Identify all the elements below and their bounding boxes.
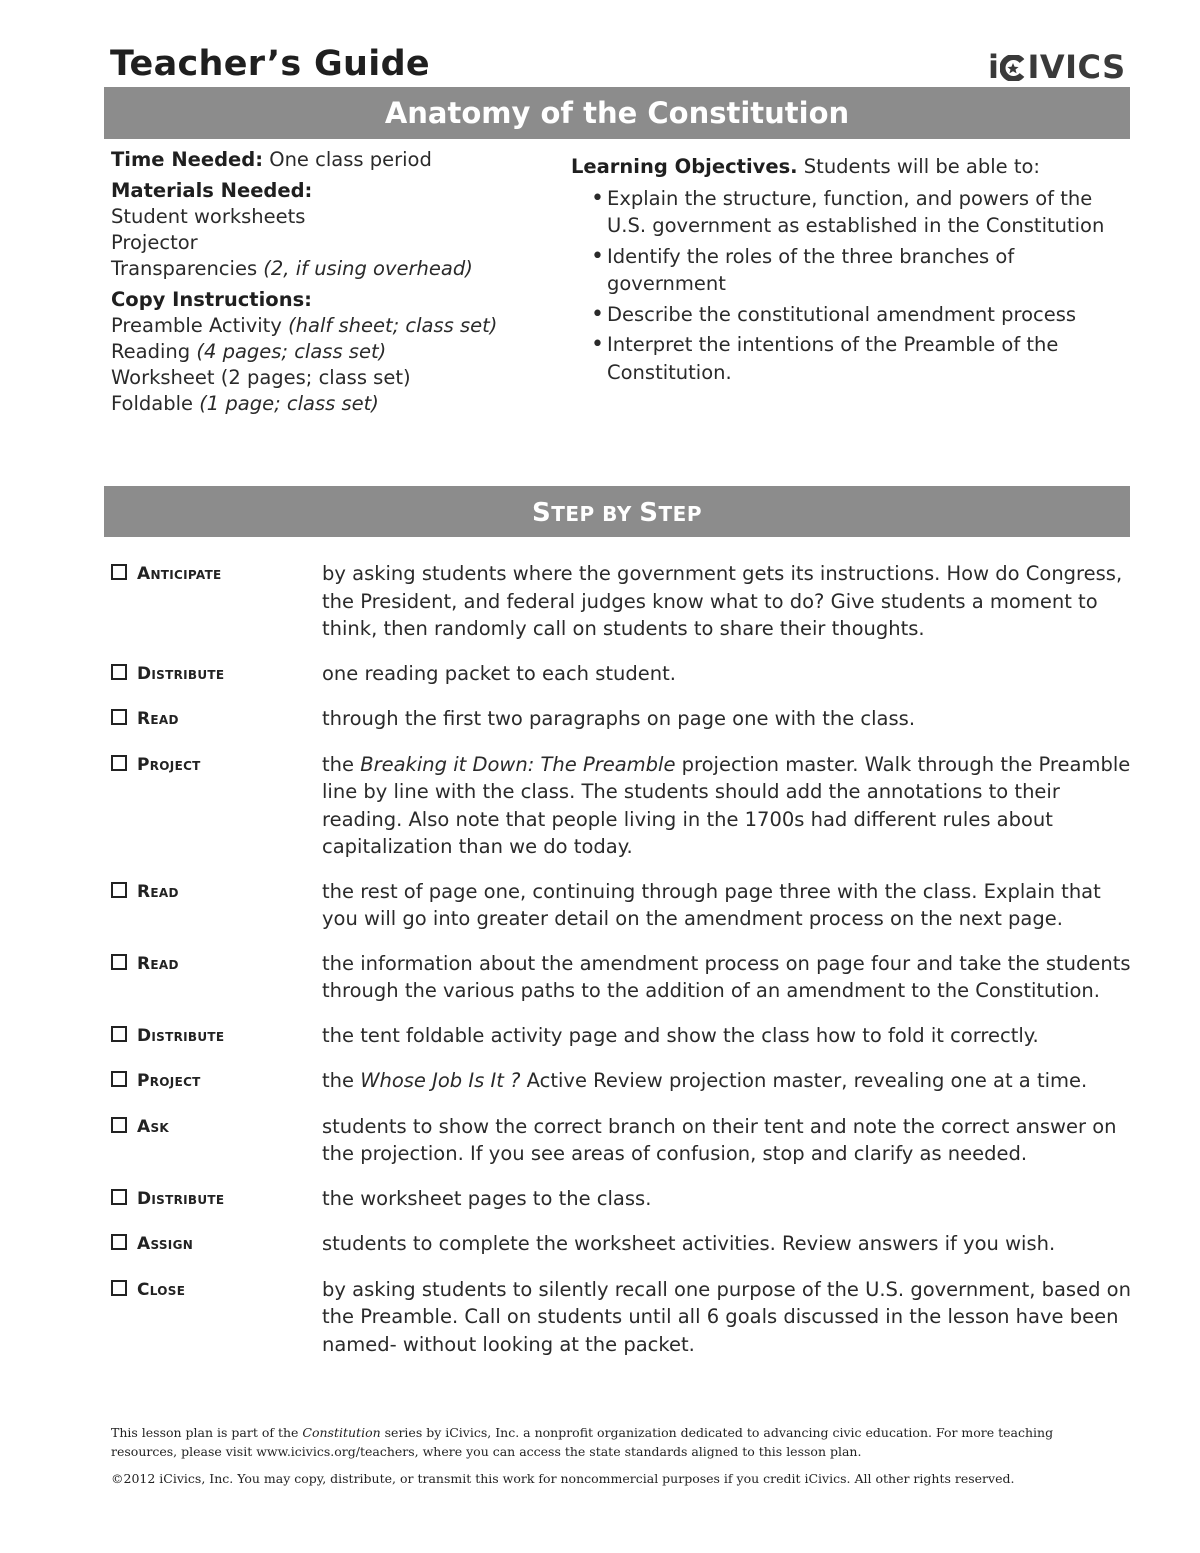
step-verb-label: Read — [137, 881, 179, 902]
icivics-logo — [988, 48, 1126, 86]
step-verb — [111, 660, 322, 689]
checkbox-icon[interactable] — [111, 755, 127, 771]
material-item: Projector — [111, 231, 198, 254]
step-verb — [111, 1276, 322, 1305]
step-item — [111, 1022, 1131, 1051]
step-verb — [111, 1185, 322, 1214]
material-item — [111, 256, 551, 282]
step-by-step-bar — [104, 486, 1130, 537]
step-item — [111, 950, 1131, 1005]
time-needed-label: Time Needed: — [111, 148, 264, 171]
step-verb-label: Read — [137, 953, 179, 974]
step-item — [111, 1067, 1131, 1096]
copy-item — [111, 391, 551, 417]
step-item — [111, 1185, 1131, 1214]
objectives-label: Learning Objectives. — [571, 155, 798, 178]
footer-about-pre: This lesson plan is part of the — [111, 1425, 303, 1440]
objectives-list — [571, 185, 1111, 387]
logo-text-ivics: IVICS — [1027, 48, 1126, 86]
step-desc: by asking students to silently recall one purpose of the U.S. government, based on the Preamble. Call on students until all 6 goals discussed in the lesson have been named- without looking at the packet. — [322, 1277, 1131, 1356]
checkbox-icon[interactable] — [111, 1117, 127, 1133]
copy-item-note: (1 page; class set) — [199, 392, 379, 415]
step-verb — [111, 1113, 322, 1142]
lesson-title-bar — [104, 87, 1130, 139]
objective-item: • Interpret the intentions of the Preamble of the Constitution. — [571, 331, 1111, 386]
objective-item: • Explain the structure, function, and powers of the U.S. government as established in the Constitution — [571, 185, 1111, 240]
copy-item-name: Preamble Activity — [111, 314, 289, 337]
step-verb — [111, 1230, 322, 1259]
logo-text-i: i — [988, 48, 1000, 86]
step-verb-label: Project — [137, 754, 201, 775]
copy-item-note: (half sheet; class set) — [288, 314, 498, 337]
step-desc-title: Breaking it Down: The Preamble — [360, 752, 676, 776]
footer-copyright: ©2012 iCivics, Inc. You may copy, distribute, or transmit this work for noncommercial purposes if you credit iCivics. All other rights reserved. — [111, 1471, 1015, 1486]
copy-item — [111, 313, 551, 339]
step-desc — [322, 1067, 1131, 1095]
objectives-heading — [571, 153, 1111, 181]
page-title: Teacher’s Guide — [110, 44, 430, 84]
copy-item-note: (4 pages; class set) — [196, 340, 387, 363]
step-desc: the tent foldable activity page and show the class how to fold it correctly. — [322, 1023, 1039, 1047]
step-desc — [322, 751, 1131, 861]
step-desc: students to complete the worksheet activities. Review answers if you wish. — [322, 1232, 1056, 1255]
step-verb — [111, 751, 322, 780]
step-verb-label: Read — [137, 709, 179, 729]
step-desc: one reading packet to each student. — [322, 661, 676, 685]
checkbox-icon[interactable] — [111, 709, 127, 725]
step-verb-label: Close — [137, 1279, 186, 1300]
copy-item — [111, 365, 551, 391]
step-verb — [111, 560, 322, 589]
checkbox-icon[interactable] — [111, 882, 127, 898]
step-verb — [111, 950, 322, 979]
checkbox-icon[interactable] — [111, 1189, 127, 1205]
step-item — [111, 1276, 1131, 1359]
lesson-details — [111, 147, 551, 417]
checkbox-icon[interactable] — [111, 564, 127, 580]
step-desc: students to show the correct branch on their tent and note the correct answer on the projection. If you see areas of confusion, stop and clarify as needed. — [322, 1114, 1117, 1165]
steps-list — [111, 560, 1131, 1375]
step-desc: the worksheet pages to the class. — [322, 1186, 652, 1210]
step-item — [111, 1230, 1131, 1259]
step-desc-title: Whose Job Is It ? — [360, 1069, 521, 1092]
checkbox-icon[interactable] — [111, 1026, 127, 1042]
step-desc: through the first two paragraphs on page one with the class. — [322, 707, 916, 730]
material-name: Transparencies — [111, 257, 264, 280]
step-verb-label: Distribute — [137, 1025, 225, 1046]
copy-item-name: Worksheet (2 pages; class set) — [111, 366, 411, 389]
objective-item: • Identify the roles of the three branches of government — [571, 243, 1111, 298]
step-verb-label: Project — [137, 1071, 201, 1091]
step-verb — [111, 878, 322, 907]
lesson-title: Anatomy of the Constitution — [384, 96, 850, 130]
step-verb-label: Assign — [137, 1234, 194, 1254]
objective-item: • Describe the constitutional amendment process — [571, 301, 1111, 329]
material-note: (2, if using overhead) — [263, 257, 473, 280]
step-item — [111, 878, 1131, 933]
step-verb-label: Distribute — [137, 663, 225, 684]
checkbox-icon[interactable] — [111, 664, 127, 680]
footer — [111, 1423, 1101, 1488]
checkbox-icon[interactable] — [111, 1071, 127, 1087]
step-desc-pre: the — [322, 1069, 361, 1092]
material-item: Student worksheets — [111, 205, 306, 228]
learning-objectives — [571, 153, 1111, 389]
star-c-icon — [1000, 55, 1026, 81]
step-verb — [111, 1067, 322, 1096]
footer-about-post: series by iCivics, Inc. a nonprofit organization dedicated to advancing civic education. For more teaching resources, please visit www.icivics.org/teachers, where you can access the state standards aligned to this lesson plan. — [111, 1425, 1054, 1459]
step-item — [111, 1113, 1131, 1168]
copy-item — [111, 339, 551, 365]
step-desc-text: Active Review projection master, revealing one at a time. — [520, 1069, 1088, 1092]
step-item — [111, 751, 1131, 861]
checkbox-icon[interactable] — [111, 1280, 127, 1296]
copy-item-name: Foldable — [111, 392, 200, 415]
step-item — [111, 660, 1131, 689]
footer-about — [111, 1423, 1101, 1461]
time-needed — [111, 147, 551, 173]
step-desc: the information about the amendment process on page four and take the students through the various paths to the addition of an amendment to the Constitution. — [322, 951, 1131, 1002]
time-needed-value: One class period — [263, 148, 432, 171]
step-bar-cap: S — [639, 498, 659, 528]
step-bar-word: TEP — [658, 502, 702, 526]
checkbox-icon[interactable] — [111, 1234, 127, 1250]
step-desc: the rest of page one, continuing through page three with the class. Explain that you will go into greater detail on the amendment process on the next page. — [322, 879, 1101, 930]
copy-instructions-label: Copy Instructions: — [111, 288, 312, 311]
step-bar-cap: S — [532, 498, 552, 528]
footer-series-name: Constitution — [302, 1425, 381, 1440]
copy-item-name: Reading — [111, 340, 197, 363]
step-desc: by asking students where the government gets its instructions. How do Congress, the President, and federal judges know what to do? Give students a moment to think, then randomly call on students to share their thoughts. — [322, 562, 1123, 640]
step-bar-word: TEP BY — [551, 502, 640, 526]
objectives-intro: Students will be able to: — [797, 155, 1040, 178]
step-desc-text: projection master. Walk through the Preamble line by line with the class. The students should add the annotations to their reading. Also note that people living in the 1700s had different rules about capitalization than we do today. — [322, 752, 1131, 858]
step-verb-label: Ask — [137, 1116, 169, 1137]
step-verb — [111, 705, 322, 734]
step-verb — [111, 1022, 322, 1051]
materials-label: Materials Needed: — [111, 179, 313, 202]
step-verb-label: Anticipate — [137, 564, 222, 584]
step-item — [111, 560, 1131, 643]
step-verb-label: Distribute — [137, 1188, 225, 1209]
step-desc-pre: the — [322, 752, 361, 776]
checkbox-icon[interactable] — [111, 954, 127, 970]
step-item — [111, 705, 1131, 734]
